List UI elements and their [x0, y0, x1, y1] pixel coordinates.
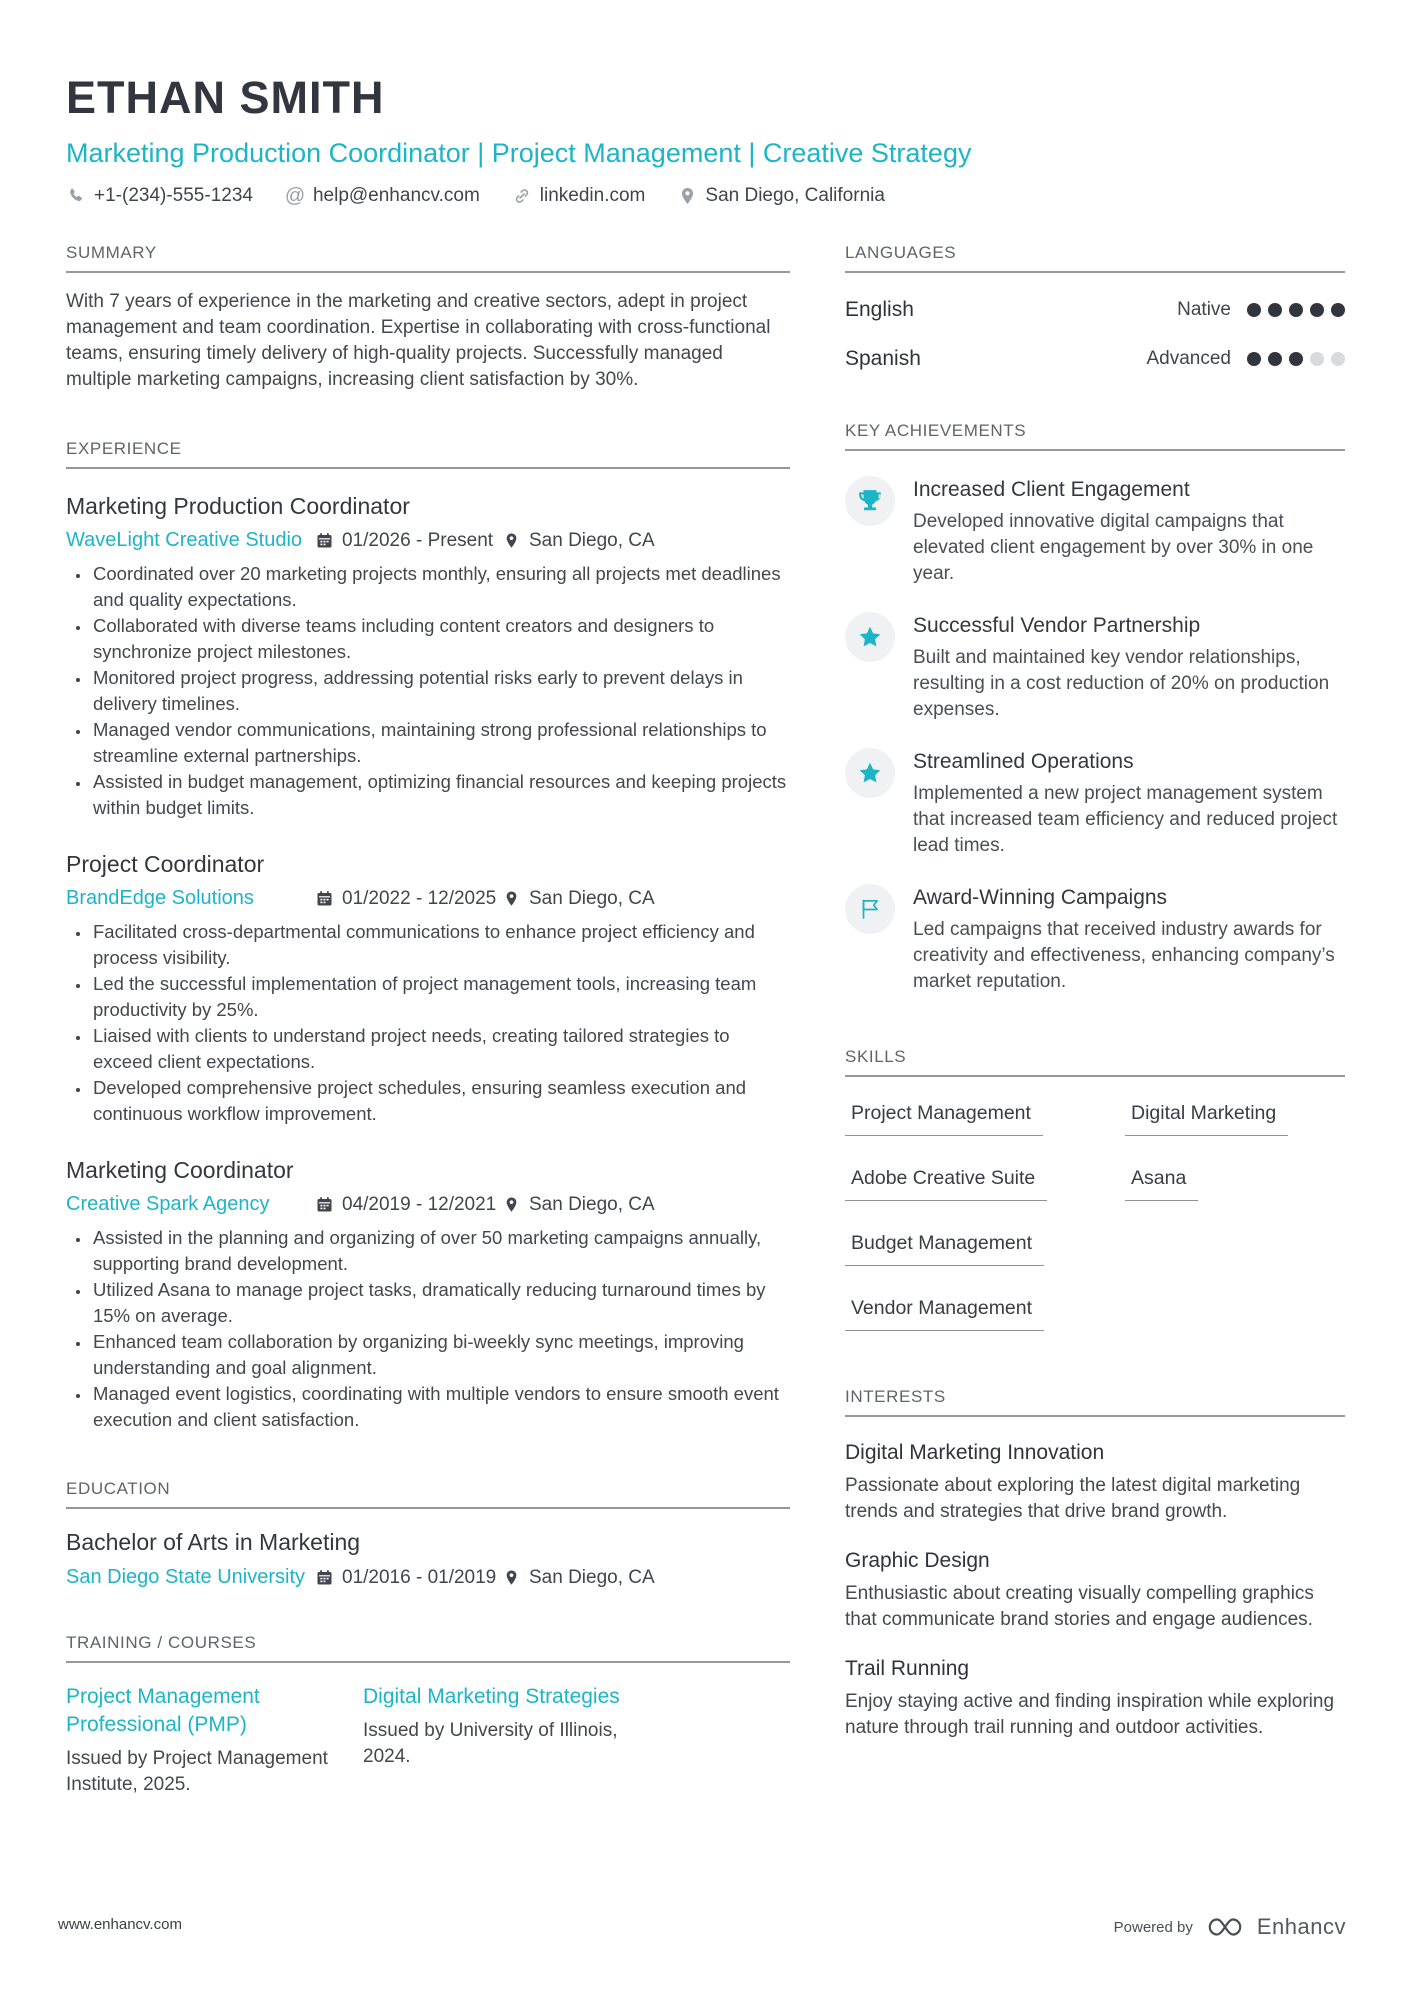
course-entry	[66, 1683, 341, 1798]
languages-section	[845, 243, 1345, 371]
phone-icon	[66, 186, 86, 206]
language-row	[845, 347, 1345, 371]
job-meta-row	[66, 1193, 790, 1216]
achievement-title: Streamlined Operations	[913, 750, 1134, 773]
calendar-icon	[316, 1196, 334, 1214]
contact-row	[66, 185, 1345, 207]
resume-header	[66, 72, 1345, 207]
language-proficiency-dots	[1247, 352, 1345, 366]
footer-website-link[interactable]: www.enhancv.com	[58, 1916, 182, 1933]
contact-location	[677, 185, 885, 207]
achievement-item	[845, 884, 1345, 995]
powered-by-label: Powered by	[1113, 1918, 1193, 1936]
job-bullet: • Monitored project progress, addressing potential risks early to prevent delays in delivery timelines.	[91, 665, 790, 717]
star-icon	[845, 748, 895, 798]
job-bullet: • Facilitated cross-departmental communications to enhance project efficiency and process visibility.	[91, 919, 790, 971]
job-bullet: • Assisted in budget management, optimizing financial resources and keeping projects within budget limits.	[91, 769, 790, 821]
skills-heading: SKILLS	[845, 1047, 1345, 1077]
location-pin-icon	[504, 890, 522, 908]
company-name: BrandEdge Solutions	[66, 887, 254, 909]
job-bullet: • Managed event logistics, coordinating with multiple vendors to ensure smooth event execution and client satisfaction.	[91, 1381, 790, 1433]
link-icon	[512, 186, 532, 206]
job-location	[504, 888, 655, 910]
job-bullets	[66, 919, 790, 1127]
skill-item: Budget Management	[845, 1232, 1044, 1266]
skill-item: Digital Marketing	[1125, 1102, 1288, 1136]
job-location-text: San Diego, CA	[529, 529, 655, 551]
location-text: San Diego, California	[705, 185, 885, 206]
skill-item: Asana	[1125, 1167, 1198, 1201]
achievement-item	[845, 476, 1345, 587]
calendar-icon	[316, 532, 334, 550]
courses-row	[66, 1683, 790, 1798]
resume-columns	[66, 243, 1345, 1798]
achievement-title: Award-Winning Campaigns	[913, 886, 1168, 909]
candidate-name: ETHAN SMITH	[66, 72, 385, 123]
job-location-text: San Diego, CA	[529, 1193, 655, 1215]
achievement-content	[913, 612, 1345, 723]
skills-grid	[845, 1102, 1345, 1331]
interests-heading: INTERESTS	[845, 1387, 1345, 1417]
location-pin-icon	[677, 186, 697, 206]
company-name: Creative Spark Agency	[66, 1193, 270, 1215]
link-text[interactable]: linkedin.com	[539, 185, 646, 206]
star-icon	[845, 612, 895, 662]
interest-title: Graphic Design	[845, 1549, 990, 1572]
interest-text: Enjoy staying active and finding inspiration while exploring nature through trail running and outdoor activities.	[845, 1691, 1335, 1738]
course-entry	[363, 1683, 663, 1798]
job-bullet: • Led the successful implementation of project management tools, increasing team productivity by 25%.	[91, 971, 790, 1023]
course-title: Project Management Professional (PMP)	[66, 1685, 260, 1736]
skill-item: Vendor Management	[845, 1297, 1044, 1331]
course-description: Issued by University of Illinois, 2024.	[363, 1720, 618, 1767]
job-dates	[316, 530, 504, 552]
calendar-icon	[316, 1569, 334, 1587]
job-bullet: • Developed comprehensive project schedules, ensuring seamless execution and continuous workflow improvement.	[91, 1075, 790, 1127]
experience-heading: EXPERIENCE	[66, 439, 790, 469]
course-description: Issued by Project Management Institute, 2025.	[66, 1748, 328, 1795]
training-heading: TRAINING / COURSES	[66, 1633, 790, 1663]
degree-title: Bachelor of Arts in Marketing	[66, 1529, 361, 1555]
language-level: Native	[1177, 299, 1231, 320]
achievement-content	[913, 476, 1345, 587]
experience-entry	[66, 1157, 790, 1433]
education-dates	[316, 1567, 504, 1589]
job-location	[504, 1194, 655, 1216]
achievement-text: Developed innovative digital campaigns that elevated client engagement by over 30% in one year.	[913, 511, 1314, 584]
location-pin-icon	[504, 532, 522, 550]
contact-email[interactable]	[285, 185, 480, 207]
candidate-headline: Marketing Production Coordinator | Project Management | Creative Strategy	[66, 138, 972, 168]
education-section	[66, 1479, 790, 1589]
achievement-item	[845, 612, 1345, 723]
job-bullet: • Assisted in the planning and organizing of over 50 marketing campaigns annually, supporting brand development.	[91, 1225, 790, 1277]
interest-text: Passionate about exploring the latest digital marketing trends and strategies that drive brand growth.	[845, 1475, 1301, 1522]
trophy-icon	[845, 476, 895, 526]
achievement-text: Led campaigns that received industry awards for creativity and effectiveness, enhancing company’s market reputation.	[913, 919, 1335, 992]
job-dates-text: 01/2022 - 12/2025	[342, 887, 497, 909]
education-dates-text: 01/2016 - 01/2019	[342, 1566, 497, 1588]
experience-section	[66, 439, 790, 1433]
company-name: WaveLight Creative Studio	[66, 529, 303, 551]
job-dates-text: 04/2019 - 12/2021	[342, 1193, 497, 1215]
skill-item: Adobe Creative Suite	[845, 1167, 1047, 1201]
job-bullet: • Enhanced team collaboration by organizing bi-weekly sync meetings, improving understanding and goal alignment.	[91, 1329, 790, 1381]
achievement-title: Increased Client Engagement	[913, 478, 1190, 501]
skills-section	[845, 1047, 1345, 1331]
language-proficiency	[1146, 348, 1345, 370]
skill-item: Project Management	[845, 1102, 1043, 1136]
summary-section	[66, 243, 790, 393]
job-location-text: San Diego, CA	[529, 887, 655, 909]
achievement-text: Built and maintained key vendor relationships, resulting in a cost reduction of 20% on production expenses.	[913, 647, 1330, 720]
footer-branding	[1114, 1913, 1346, 1941]
interests-section	[845, 1387, 1345, 1741]
course-title: Digital Marketing Strategies	[363, 1685, 620, 1708]
education-heading: EDUCATION	[66, 1479, 790, 1509]
summary-heading: SUMMARY	[66, 243, 790, 273]
job-bullet: • Collaborated with diverse teams including content creators and designers to synchronize project milestones.	[91, 613, 790, 665]
job-dates	[316, 1194, 504, 1216]
language-proficiency	[1177, 299, 1345, 321]
job-title: Marketing Coordinator	[66, 1157, 294, 1183]
location-pin-icon	[504, 1196, 522, 1214]
job-dates-text: 01/2026 - Present	[342, 529, 494, 551]
calendar-icon	[316, 890, 334, 908]
right-column	[845, 243, 1345, 1798]
interest-title: Digital Marketing Innovation	[845, 1441, 1105, 1464]
training-section	[66, 1633, 790, 1798]
job-location	[504, 530, 655, 552]
flag-icon	[845, 884, 895, 934]
language-proficiency-dots	[1247, 303, 1345, 317]
email-address[interactable]: help@enhancv.com	[312, 185, 480, 206]
interest-item	[845, 1549, 1345, 1633]
interest-title: Trail Running	[845, 1657, 970, 1680]
location-pin-icon	[504, 1569, 522, 1587]
achievement-text: Implemented a new project management system that increased team efficiency and reduced project lead times.	[913, 783, 1338, 856]
achievements-section	[845, 421, 1345, 995]
experience-entry	[66, 493, 790, 821]
job-bullets	[66, 561, 790, 821]
job-bullet: • Utilized Asana to manage project tasks, dramatically reducing turnaround times by 15% on average.	[91, 1277, 790, 1329]
enhancv-brand-name[interactable]: Enhancv	[1256, 1914, 1346, 1939]
email-at-icon: @	[284, 185, 306, 207]
achievements-heading: KEY ACHIEVEMENTS	[845, 421, 1345, 451]
left-column	[66, 243, 790, 1798]
job-bullet: • Coordinated over 20 marketing projects monthly, ensuring all projects met deadlines and quality expectations.	[91, 561, 790, 613]
language-name: English	[845, 298, 914, 321]
contact-link[interactable]	[512, 185, 646, 207]
phone-number: +1-(234)-555-1234	[94, 185, 253, 206]
interest-item	[845, 1657, 1345, 1741]
language-row	[845, 298, 1345, 322]
contact-phone	[66, 185, 253, 207]
achievement-item	[845, 748, 1345, 859]
language-name: Spanish	[845, 347, 921, 370]
job-dates	[316, 888, 504, 910]
job-title: Project Coordinator	[66, 851, 265, 877]
experience-entry	[66, 851, 790, 1127]
education-meta-row	[66, 1566, 790, 1589]
job-meta-row	[66, 529, 790, 552]
job-meta-row	[66, 887, 790, 910]
interest-item	[845, 1441, 1345, 1525]
achievement-content	[913, 748, 1345, 859]
achievement-content	[913, 884, 1345, 995]
summary-text: With 7 years of experience in the marketing and creative sectors, adept in project management and team coordination. Expertise in collaborating with cross-functional teams, ensuring timely delivery of high-quality projects. Successfully managed multiple marketing campaigns, increasing client satisfaction by 30%.	[66, 291, 771, 390]
interest-text: Enthusiastic about creating visually compelling graphics that communicate brand stories and engage audiences.	[845, 1583, 1314, 1630]
job-title: Marketing Production Coordinator	[66, 493, 410, 519]
enhancv-logo-icon	[1205, 1913, 1245, 1941]
education-location-text: San Diego, CA	[529, 1566, 655, 1588]
languages-heading: LANGUAGES	[845, 243, 1345, 273]
achievement-title: Successful Vendor Partnership	[913, 614, 1201, 637]
education-location	[504, 1567, 655, 1589]
job-bullets	[66, 1225, 790, 1433]
school-name: San Diego State University	[66, 1566, 306, 1588]
job-bullet: • Liaised with clients to understand project needs, creating tailored strategies to exceed client expectations.	[91, 1023, 790, 1075]
language-level: Advanced	[1146, 348, 1231, 369]
job-bullet: • Managed vendor communications, maintaining strong professional relationships to streamline external partnerships.	[91, 717, 790, 769]
